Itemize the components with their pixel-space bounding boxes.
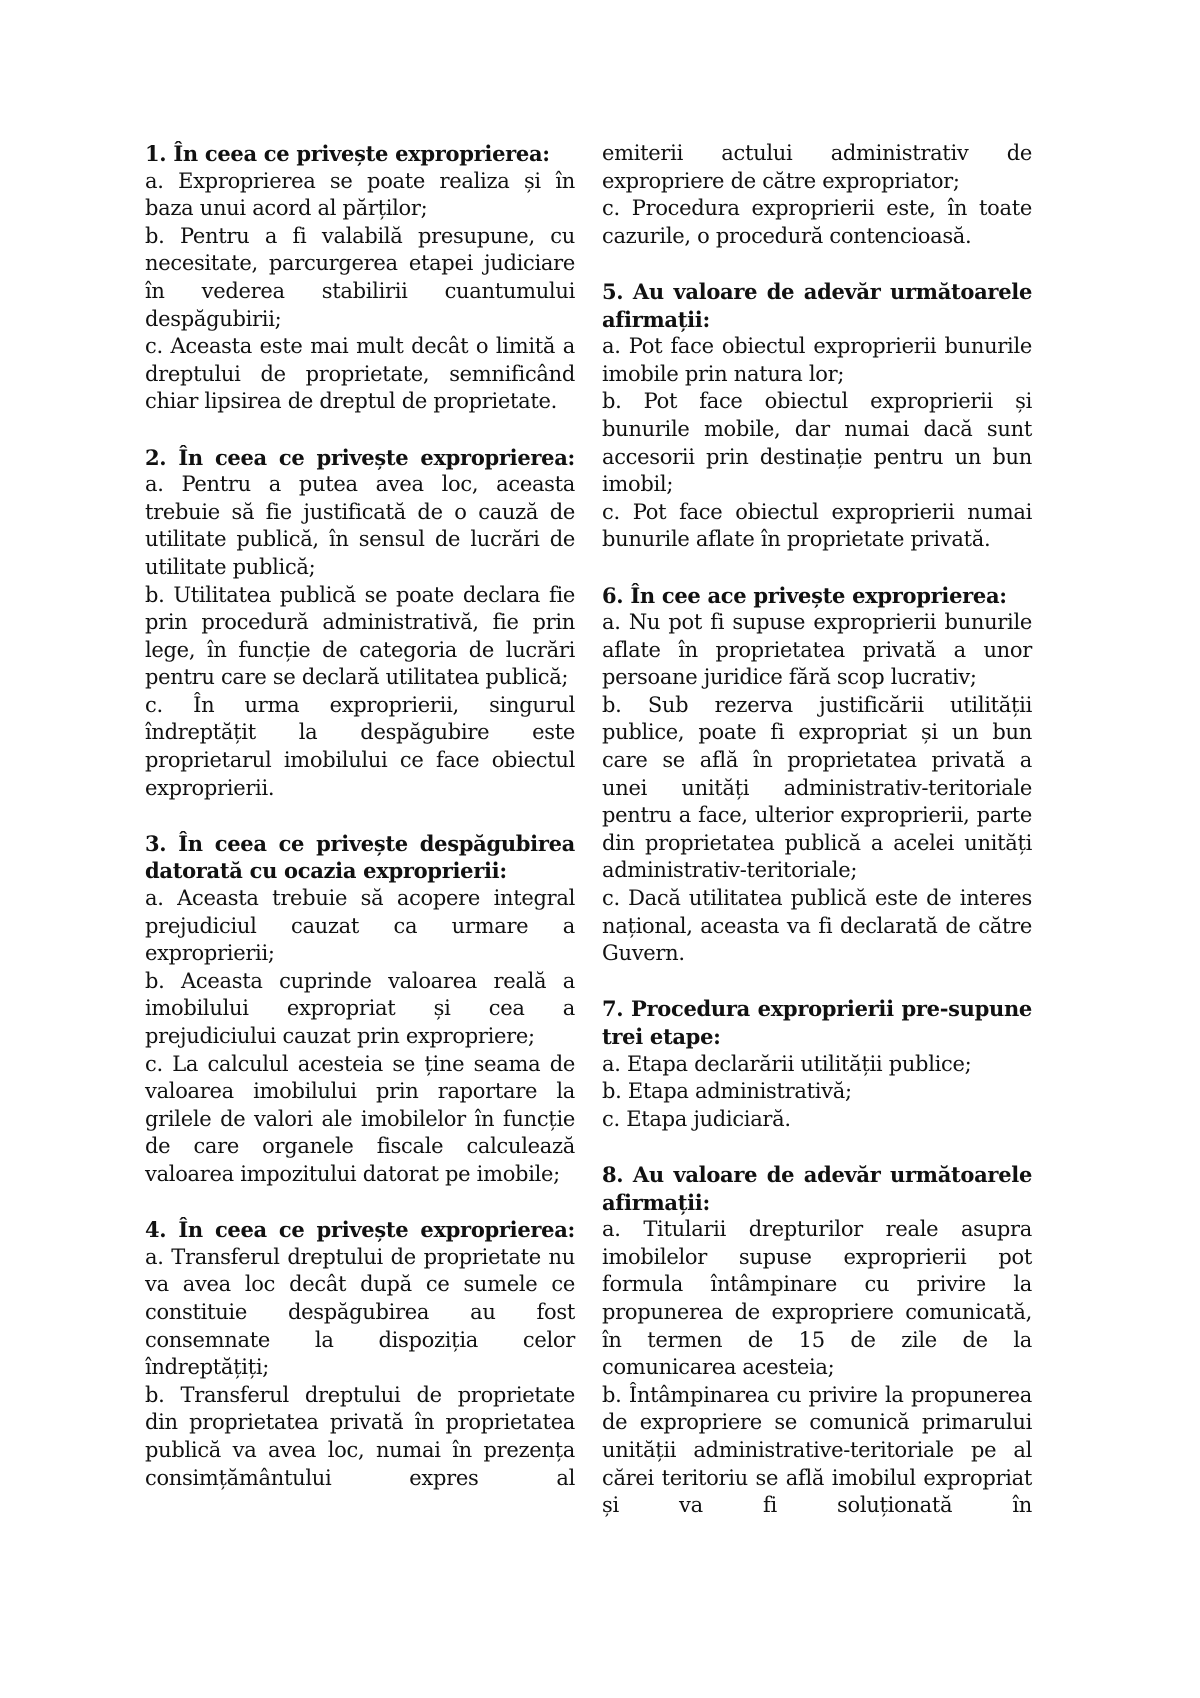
right-column xyxy=(602,140,1032,1547)
question-4-answer-b-continued: emiterii actului administrativ de expropriere de către expropriator; xyxy=(602,141,1032,193)
question-3-answer-c: c. La calculul acesteia se ține seama de valoarea imobilului prin raportare la grilele de valori ale imobilelor în funcție de care organele fiscale calculează valoarea impozitului datorat pe imobile; xyxy=(145,1051,575,1186)
question-4 xyxy=(145,1216,575,1492)
question-2 xyxy=(145,444,575,803)
question-5-answer-b: b. Pot face obiectul exproprierii și bunurile mobile, dar numai dacă sunt accesorii prin destinație pentru un bun imobil; xyxy=(602,389,1032,497)
question-2-answer-a: a. Pentru a putea avea loc, aceasta trebuie să fie justificată de o cauză de utilitate publică, în sensul de lucrări de utilitate publică; xyxy=(145,472,575,579)
question-8 xyxy=(602,1161,1032,1520)
question-1-heading: 1. În ceea ce privește exproprierea: xyxy=(145,141,550,166)
question-6-answer-c: c. Dacă utilitatea publică este de interes național, aceasta va fi declarată de către Guvern. xyxy=(602,886,1032,966)
question-6-answer-b: b. Sub rezerva justificării utilității publice, poate fi expropriat și un bun care se află în proprietatea privată a unei unități administrativ-teritoriale pentru a face, ulterior exproprierii, parte din proprietatea publică a acelei unități administrativ-teritoriale; xyxy=(602,692,1032,883)
question-7-answer-c: c. Etapa judiciară. xyxy=(602,1106,791,1131)
question-8-heading: 8. Au valoare de adevăr următoarele afirmații: xyxy=(602,1161,1032,1215)
question-2-heading: 2. În ceea ce privește exproprierea: xyxy=(145,444,575,470)
question-5-heading: 5. Au valoare de adevăr următoarele afirmații: xyxy=(602,278,1032,332)
left-column xyxy=(145,140,575,1520)
question-2-answer-c: c. În urma exproprierii, singurul îndreptățit la despăgubire este proprietarul imobilului ce face obiectul exproprierii. xyxy=(145,692,575,800)
question-4-answer-a: a. Transferul dreptului de proprietate nu va avea loc decât după ce sumele ce constituie despăgubirea au fost consemnate la dispoziția celor îndreptățiți; xyxy=(145,1244,575,1380)
question-2-answer-b: b. Utilitatea publică se poate declara fie prin procedură administrativă, fie prin lege, în funcție de categoria de lucrări pentru care se declară utilitatea publică; xyxy=(145,582,575,690)
question-4-continuation xyxy=(602,140,1032,250)
question-6 xyxy=(602,582,1032,968)
question-7-heading: 7. Procedura exproprierii pre-supune trei etape: xyxy=(602,996,1032,1049)
question-7 xyxy=(602,995,1032,1133)
question-4-answer-c: c. Procedura exproprierii este, în toate cazurile, o procedură contencioasă. xyxy=(602,196,1032,248)
question-4-answer-b: b. Transferul dreptului de proprietate din proprietatea privată în proprietatea publică va avea loc, numai în prezența consimțământului expres al xyxy=(145,1382,575,1490)
question-5 xyxy=(602,278,1032,554)
question-5-answer-c: c. Pot face obiectul exproprierii numai bunurile aflate în proprietate privată. xyxy=(602,499,1032,552)
question-5-answer-a: a. Pot face obiectul exproprierii bunurile imobile prin natura lor; xyxy=(602,334,1032,386)
question-6-answer-a: a. Nu pot fi supuse exproprierii bunurile aflate în proprietatea privată a unor persoane juridice fără scop lucrativ; xyxy=(602,610,1032,690)
question-3-heading: 3. În ceea ce privește despăgubirea datorată cu ocazia exproprierii: xyxy=(145,830,575,884)
question-8-answer-a: a. Titularii drepturilor reale asupra imobilelor supuse exproprierii pot formula întâmpinare cu privire la propunerea de expropriere comunicată, în termen de 15 de zile de la comunicarea acesteia; xyxy=(602,1217,1032,1380)
question-1-answer-b: b. Pentru a fi valabilă presupune, cu necesitate, parcurgerea etapei judiciare în vederea stabilirii cuantumului despăgubirii; xyxy=(145,223,575,331)
question-1-answer-a: a. Exproprierea se poate realiza și în baza unui acord al părților; xyxy=(145,168,575,221)
question-4-heading: 4. În ceea ce privește exproprierea: xyxy=(145,1217,575,1243)
question-3 xyxy=(145,830,575,1189)
question-8-answer-b: b. Întâmpinarea cu privire la propunerea de expropriere se comunică primarului unității administrative-teritoriale pe al cărei teritoriu se află imobilul expropriat și va fi soluționată în xyxy=(602,1382,1032,1518)
question-3-answer-b: b. Aceasta cuprinde valoarea reală a imobilului expropriat și cea a prejudiciului cauzat prin expropriere; xyxy=(145,968,575,1048)
question-3-answer-a: a. Aceasta trebuie să acopere integral prejudiciul cauzat ca urmare a exproprierii; xyxy=(145,886,575,966)
question-7-answer-a: a. Etapa declarării utilității publice; xyxy=(602,1051,972,1076)
question-6-heading: 6. În cee ace privește exproprierea: xyxy=(602,582,1007,608)
question-1 xyxy=(145,140,575,416)
question-7-answer-b: b. Etapa administrativă; xyxy=(602,1079,852,1104)
question-1-answer-c: c. Aceasta este mai mult decât o limită a dreptului de proprietate, semnificând chiar lipsirea de dreptul de proprietate. xyxy=(145,334,575,414)
